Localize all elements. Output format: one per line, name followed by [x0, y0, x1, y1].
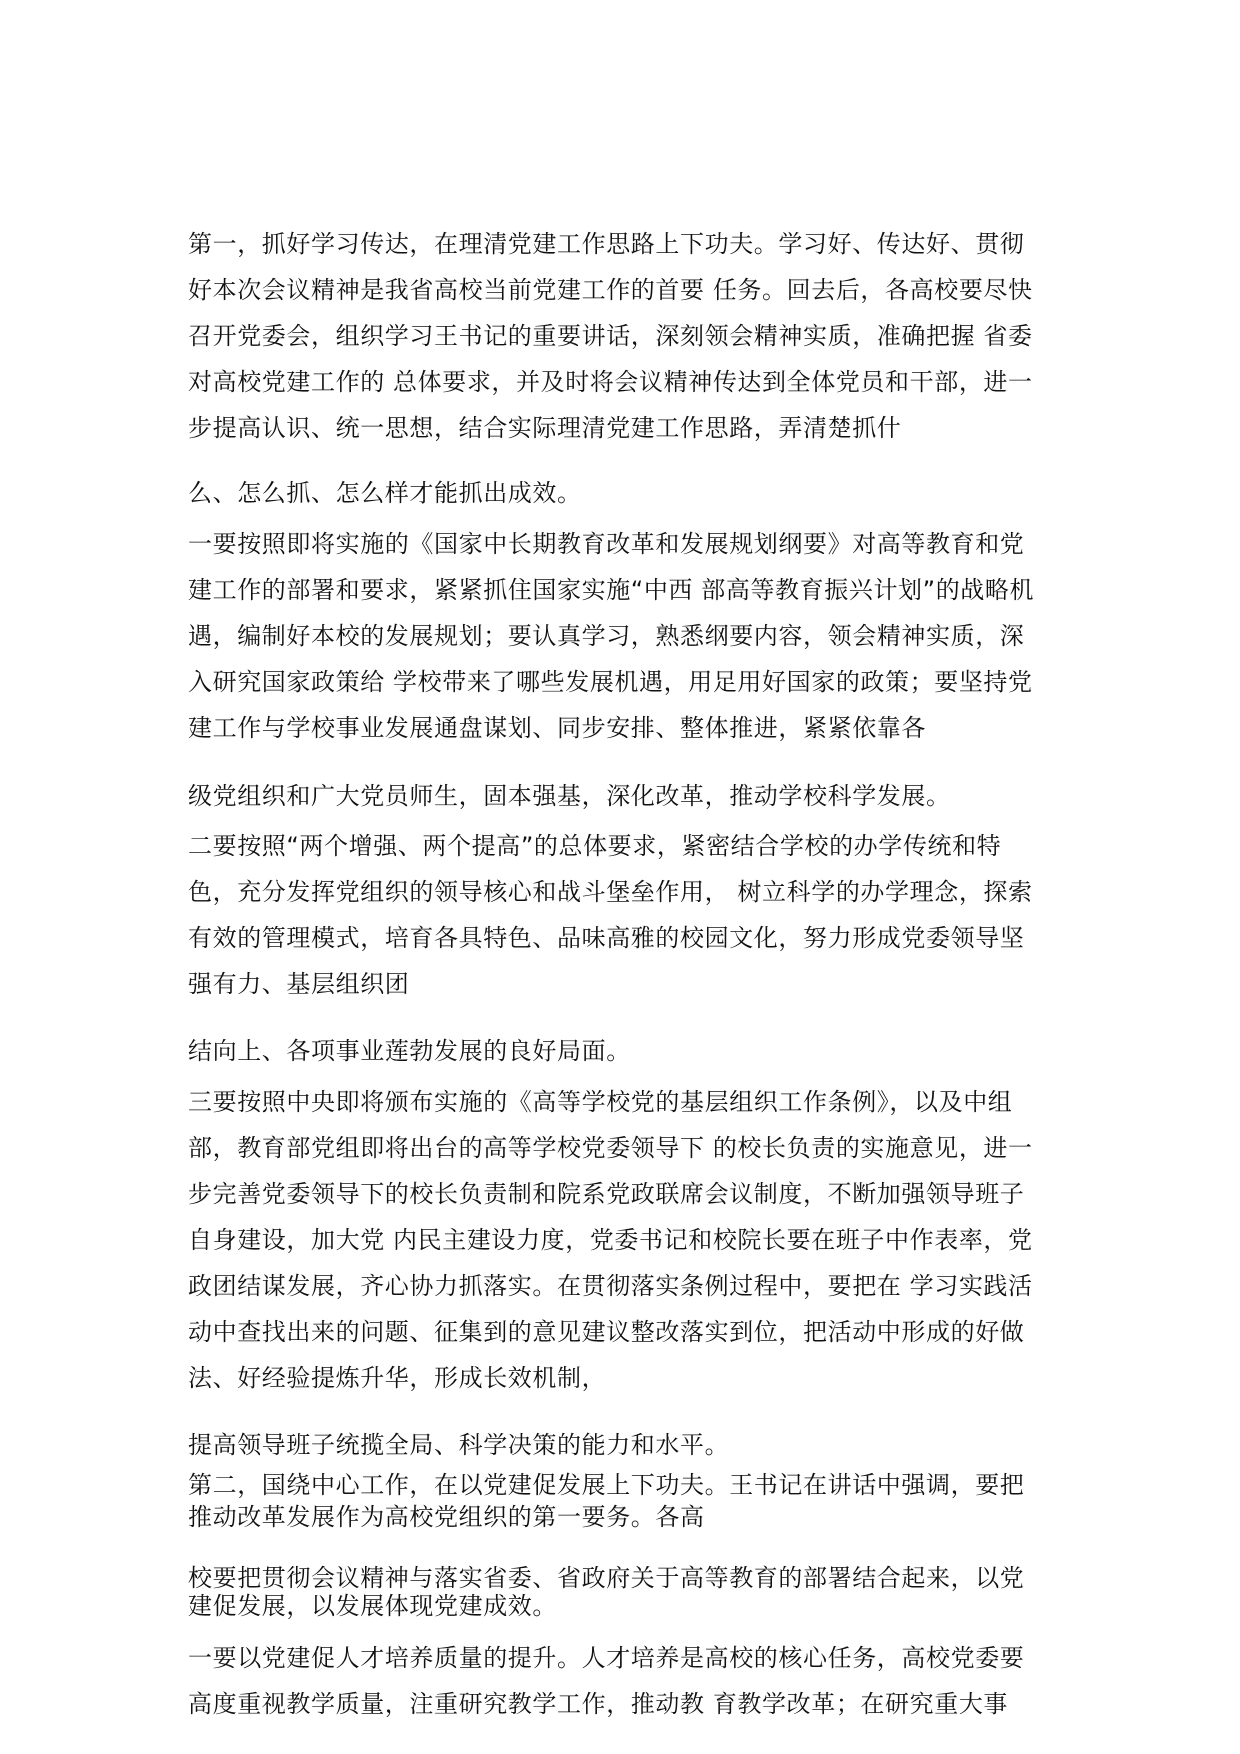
- text-line: 部，教育部党组即将出台的高等学校党委领导下 的校长负责的实施意见，进一: [188, 1134, 1033, 1162]
- text-line: 一要按照即将实施的《国家中长期教育改革和发展规划纲要》对高等教育和党: [188, 530, 1025, 558]
- text-line: 建促发展，以发展体现党建成效。: [188, 1592, 557, 1620]
- text-line: 召开党委会，组织学习王书记的重要讲话，深刻领会精神实质，准确把握 省委: [188, 322, 1033, 350]
- text-line: 建工作的部署和要求，紧紧抓住国家实施“中西 部高等教育振兴计划”的战略机: [188, 576, 1035, 604]
- text-line: 法、好经验提炼升华，形成长效机制，: [188, 1364, 607, 1392]
- text-line: 动中查找出来的问题、征集到的意见建议整改落实到位，把活动中形成的好做: [188, 1318, 1025, 1346]
- text-line: 色，充分发挥党组织的领导核心和战斗堡垒作用， 树立科学的办学理念，探索: [188, 878, 1033, 906]
- text-line: 建工作与学校事业发展通盘谋划、同步安排、整体推进，紧紧依靠各: [188, 714, 926, 742]
- text-line: 校要把贯彻会议精神与落实省委、省政府关于高等教育的部署结合起来，以党: [188, 1564, 1025, 1592]
- text-line: 三要按照中央即将颁布实施的《高等学校党的基层组织工作条例》，以及中组: [188, 1088, 1013, 1116]
- text-line: 推动改革发展作为高校党组织的第一要务。各高: [188, 1503, 705, 1531]
- text-line: 第二，国绕中心工作，在以党建促发展上下功夫。王书记在讲话中强调，要把: [188, 1471, 1025, 1499]
- text-line: 政团结谋发展，齐心协力抓落实。在贯彻落实条例过程中，要把在 学习实践活: [188, 1272, 1033, 1300]
- text-line: 对高校党建工作的 总体要求，并及时将会议精神传达到全体党员和干部，进一: [188, 368, 1033, 396]
- text-line: 结向上、各项事业莲勃发展的良好局面。: [188, 1037, 631, 1065]
- text-line: 自身建设，加大党 内民主建设力度，党委书记和校院长要在班子中作表率，党: [188, 1226, 1033, 1254]
- text-line: 提高领导班子统揽全局、科学决策的能力和水平。: [188, 1431, 730, 1459]
- text-line: 么、怎么抓、怎么样才能抓出成效。: [188, 479, 582, 507]
- text-line: 二要按照“两个增强、两个提高”的总体要求，紧密结合学校的办学传统和特: [188, 832, 1002, 860]
- text-line: 好本次会议精神是我省高校当前党建工作的首要 任务。回去后，各高校要尽快: [188, 276, 1033, 304]
- text-line: 遇，编制好本校的发展规划；要认真学习，熟悉纲要内容，领会精神实质，深: [188, 622, 1025, 650]
- text-line: 有效的管理模式，培育各具特色、品味高雅的校园文化，努力形成党委领导坚: [188, 924, 1025, 952]
- text-line: 步完善党委领导下的校长负责制和院系党政联席会议制度，不断加强领导班子: [188, 1180, 1025, 1208]
- text-line: 强有力、基层组织团: [188, 970, 410, 998]
- text-line: 第一，抓好学习传达，在理清党建工作思路上下功夫。学习好、传达好、贯彻: [188, 230, 1025, 258]
- text-line: 级党组织和广大党员师生，固本强基，深化改革，推动学校科学发展。: [188, 782, 951, 810]
- text-line: 一要以党建促人才培养质量的提升。人才培养是高校的核心任务，高校党委要: [188, 1644, 1025, 1672]
- text-line: 高度重视教学质量，注重研究教学工作，推动教 育教学改革；在研究重大事: [188, 1690, 1009, 1718]
- text-line: 入研究国家政策给 学校带来了哪些发展机遇，用足用好国家的政策；要坚持党: [188, 668, 1033, 696]
- text-line: 步提高认识、统一思想，结合实际理清党建工作思路，弄清楚抓什: [188, 414, 902, 442]
